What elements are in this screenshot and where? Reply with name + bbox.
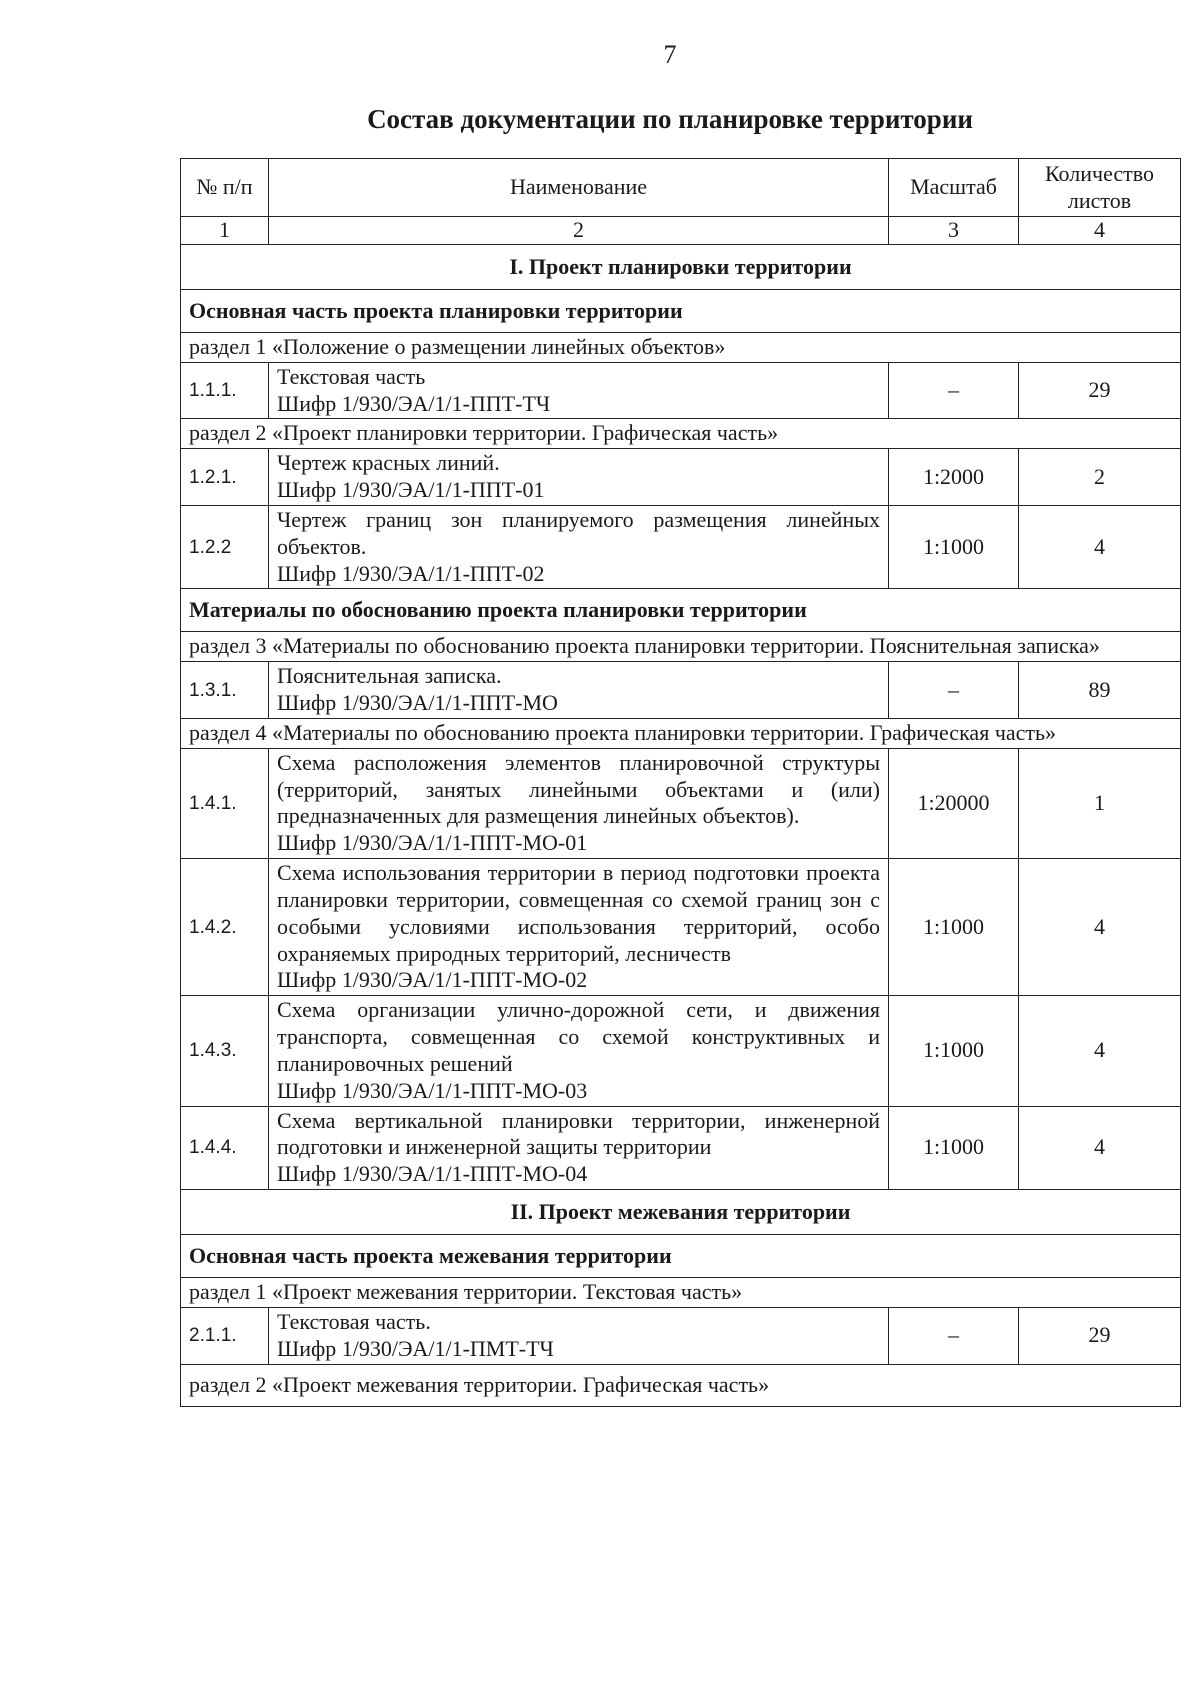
item-name bbox=[269, 449, 889, 506]
item-count: 29 bbox=[1019, 362, 1181, 419]
part1-section1: раздел 1 «Положение о размещении линейных объектов» bbox=[181, 333, 1181, 363]
documentation-table bbox=[180, 158, 1181, 1407]
page-number: 7 bbox=[663, 40, 677, 69]
item-num: 1.2.1. bbox=[181, 449, 269, 506]
item-code: Шифр 1/930/ЭА/1/1-ППТ-02 bbox=[277, 560, 545, 586]
item-name bbox=[269, 996, 889, 1106]
item-title: Чертеж границ зон планируемого размещения линейных объектов. bbox=[277, 506, 880, 559]
item-name bbox=[269, 748, 889, 858]
item-num: 1.4.3. bbox=[181, 996, 269, 1106]
column-index: 1 bbox=[181, 217, 269, 245]
item-code: Шифр 1/930/ЭА/1/1-ППТ-МО bbox=[277, 690, 558, 716]
part1-section4: раздел 4 «Материалы по обоснованию проекта планировки территории. Графическая часть» bbox=[181, 718, 1181, 748]
header-count: Количество листов bbox=[1019, 159, 1181, 217]
part2-title: II. Проект межевания территории bbox=[181, 1190, 1181, 1235]
column-index-row bbox=[181, 217, 1181, 245]
part1-section2: раздел 2 «Проект планировки территории. Графическая часть» bbox=[181, 419, 1181, 449]
item-scale: 1:1000 bbox=[889, 859, 1019, 996]
part1-substantiation: Материалы по обоснованию проекта планировки территории bbox=[181, 589, 1181, 632]
item-count: 2 bbox=[1019, 449, 1181, 506]
table-row bbox=[181, 362, 1181, 419]
table-row bbox=[181, 748, 1181, 858]
item-code: Шифр 1/930/ЭА/1/1-ППТ-МО-04 bbox=[277, 1161, 588, 1187]
section-row bbox=[181, 419, 1181, 449]
part2-section1: раздел 1 «Проект межевания территории. Текстовая часть» bbox=[181, 1278, 1181, 1308]
item-title: Чертеж красных линий. bbox=[277, 450, 500, 476]
item-num: 1.3.1. bbox=[181, 662, 269, 719]
part-heading-row bbox=[181, 1190, 1181, 1235]
item-name bbox=[269, 362, 889, 419]
table-row bbox=[181, 662, 1181, 719]
item-name bbox=[269, 859, 889, 996]
part1-section3: раздел 3 «Материалы по обоснованию проекта планировки территории. Пояснительная записка» bbox=[181, 632, 1181, 662]
item-name bbox=[269, 1308, 889, 1365]
item-code: Шифр 1/930/ЭА/1/1-ППТ-МО-03 bbox=[277, 1077, 588, 1103]
part-heading-row bbox=[181, 245, 1181, 290]
subpart-heading-row bbox=[181, 290, 1181, 333]
item-count: 4 bbox=[1019, 996, 1181, 1106]
item-title: Текстовая часть. bbox=[277, 1309, 431, 1335]
table-header-row bbox=[181, 159, 1181, 217]
table-row bbox=[181, 505, 1181, 588]
part2-section2: раздел 2 «Проект межевания территории. Графическая часть» bbox=[181, 1364, 1181, 1406]
section-row bbox=[181, 718, 1181, 748]
item-name bbox=[269, 505, 889, 588]
part2-main-part: Основная часть проекта межевания территории bbox=[181, 1235, 1181, 1278]
item-title: Пояснительная записка. bbox=[277, 663, 502, 689]
item-code: Шифр 1/930/ЭА/1/1-ППТ-01 bbox=[277, 477, 545, 503]
table-row bbox=[181, 859, 1181, 996]
table-row bbox=[181, 449, 1181, 506]
item-scale: 1:1000 bbox=[889, 996, 1019, 1106]
section-row bbox=[181, 632, 1181, 662]
item-scale: 1:20000 bbox=[889, 748, 1019, 858]
item-scale: – bbox=[889, 662, 1019, 719]
header-scale: Масштаб bbox=[889, 159, 1019, 217]
item-num: 1.4.2. bbox=[181, 859, 269, 996]
item-title: Схема использования территории в период подготовки проекта планировки территории, совмещенная со схемой границ зон с особыми условиями использования территорий, особо охраняемых природных территорий, лесничеств bbox=[277, 860, 880, 966]
column-index: 3 bbox=[889, 217, 1019, 245]
item-scale: 1:2000 bbox=[889, 449, 1019, 506]
item-num: 1.4.4. bbox=[181, 1106, 269, 1189]
item-title: Текстовая часть bbox=[277, 363, 426, 389]
header-name: Наименование bbox=[269, 159, 889, 217]
column-index: 4 bbox=[1019, 217, 1181, 245]
document-title: Состав документации по планировке территории bbox=[367, 104, 973, 134]
item-code: Шифр 1/930/ЭА/1/1-ПМТ-ТЧ bbox=[277, 1335, 554, 1361]
item-code: Шифр 1/930/ЭА/1/1-ППТ-ТЧ bbox=[277, 390, 551, 416]
subpart-heading-row bbox=[181, 1235, 1181, 1278]
item-title: Схема расположения элементов планировочной структуры (территорий, занятых линейными объектами и (или) предназначенных для размещения линейных объектов). bbox=[277, 749, 880, 829]
item-num: 1.4.1. bbox=[181, 748, 269, 858]
item-count: 4 bbox=[1019, 505, 1181, 588]
table-row bbox=[181, 996, 1181, 1106]
item-title: Схема организации улично-дорожной сети, и движения транспорта, совмещенная со схемой конструктивных и планировочных решений bbox=[277, 997, 880, 1076]
item-count: 89 bbox=[1019, 662, 1181, 719]
item-num: 1.2.2 bbox=[181, 505, 269, 588]
section-row bbox=[181, 1364, 1181, 1406]
column-index: 2 bbox=[269, 217, 889, 245]
part1-title: I. Проект планировки территории bbox=[181, 245, 1181, 290]
section-row bbox=[181, 333, 1181, 363]
table-row bbox=[181, 1106, 1181, 1189]
item-scale: – bbox=[889, 1308, 1019, 1365]
item-scale: 1:1000 bbox=[889, 1106, 1019, 1189]
part1-main-part: Основная часть проекта планировки территории bbox=[181, 290, 1181, 333]
item-scale: – bbox=[889, 362, 1019, 419]
item-count: 4 bbox=[1019, 1106, 1181, 1189]
item-count: 4 bbox=[1019, 859, 1181, 996]
subpart-heading-row bbox=[181, 589, 1181, 632]
item-code: Шифр 1/930/ЭА/1/1-ППТ-МО-02 bbox=[277, 967, 588, 993]
item-scale: 1:1000 bbox=[889, 505, 1019, 588]
item-code: Шифр 1/930/ЭА/1/1-ППТ-МО-01 bbox=[277, 830, 588, 856]
item-title: Схема вертикальной планировки территории, инженерной подготовки и инженерной защиты территории bbox=[277, 1107, 880, 1160]
item-name bbox=[269, 1106, 889, 1189]
table-row bbox=[181, 1308, 1181, 1365]
header-num: № п/п bbox=[181, 159, 269, 217]
item-count: 1 bbox=[1019, 748, 1181, 858]
item-count: 29 bbox=[1019, 1308, 1181, 1365]
item-num: 2.1.1. bbox=[181, 1308, 269, 1365]
section-row bbox=[181, 1278, 1181, 1308]
item-num: 1.1.1. bbox=[181, 362, 269, 419]
item-name bbox=[269, 662, 889, 719]
